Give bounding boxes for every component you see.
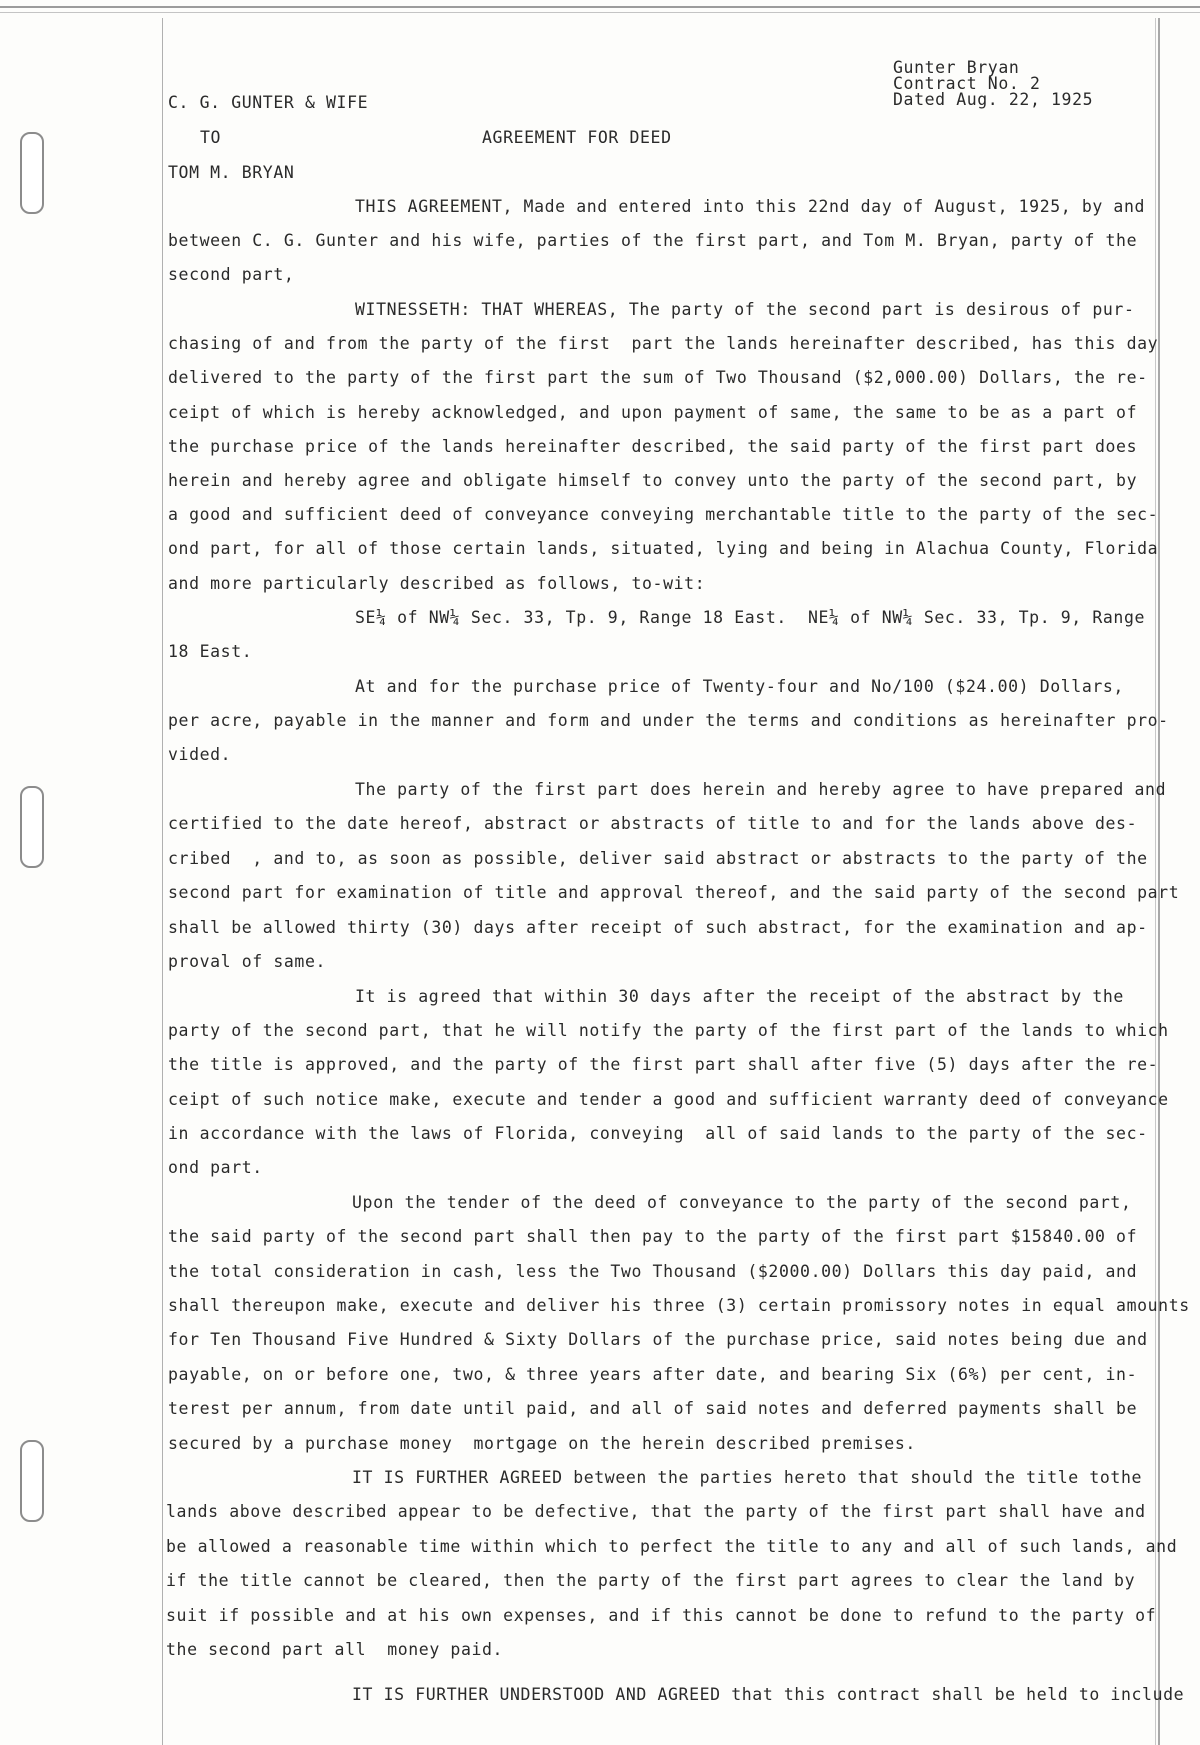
body-line: At and for the purchase price of Twenty-four and No/100 ($24.00) Dollars, — [355, 677, 1124, 696]
contract-header — [893, 60, 1093, 108]
body-line: the purchase price of the lands hereinafter described, the said party of the first part does — [168, 437, 1138, 456]
land-description: SE¼ of NW¼ Sec. 33, Tp. 9, Range 18 East. NE¼ of NW¼ Sec. 33, Tp. 9, Range — [355, 608, 1146, 627]
document-title: AGREEMENT FOR DEED — [482, 128, 672, 147]
binder-hole-bottom — [20, 1440, 44, 1522]
body-line: ond part. — [168, 1158, 263, 1177]
body-line: payable, on or before one, two, & three years after date, and bearing Six (6%) per cent, in- — [168, 1365, 1138, 1384]
body-line: proval of same. — [168, 952, 327, 971]
body-line: terest per annum, from date until paid, and all of said notes and deferred payments shall be — [168, 1399, 1138, 1418]
body-line: herein and hereby agree and obligate himself to convey unto the party of the second part, by — [168, 471, 1138, 490]
binder-hole-middle — [20, 786, 44, 868]
contract-date: Dated Aug. 22, 1925 — [893, 90, 1094, 109]
body-line: secured by a purchase money mortgage on the herein described premises. — [168, 1434, 916, 1453]
body-line: The party of the first part does herein and hereby agree to have prepared and — [355, 780, 1167, 799]
body-line: vided. — [168, 745, 232, 764]
body-line: shall be allowed thirty (30) days after receipt of such abstract, for the examination and ap- — [168, 918, 1148, 937]
grantee-name: TOM M. BRYAN — [168, 163, 295, 182]
body-line: 18 East. — [168, 642, 253, 661]
body-line: the said party of the second part shall then pay to the party of the first part $15840.00 of — [168, 1227, 1138, 1246]
body-line: IT IS FURTHER UNDERSTOOD AND AGREED that this contract shall be held to include — [352, 1685, 1185, 1704]
body-line: a good and sufficient deed of conveyance conveying merchantable title to the party of the sec- — [168, 505, 1159, 524]
body-line: It is agreed that within 30 days after the receipt of the abstract by the — [355, 987, 1124, 1006]
body-line: lands above described appear to be defective, that the party of the first part shall have and — [166, 1502, 1146, 1521]
body-line: in accordance with the laws of Florida, conveying all of said lands to the party of the sec- — [168, 1124, 1148, 1143]
body-line: ceipt of which is hereby acknowledged, and upon payment of same, the same to be as a part of — [168, 403, 1138, 422]
to-label: TO — [200, 128, 222, 147]
body-line: per acre, payable in the manner and form and under the terms and conditions as hereinafter pro- — [168, 711, 1169, 730]
body-line: if the title cannot be cleared, then the party of the first part agrees to clear the land by — [166, 1571, 1136, 1590]
body-line: certified to the date hereof, abstract or abstracts of title to and for the lands above des- — [168, 814, 1138, 833]
contract-label: Gunter Bryan — [893, 58, 1020, 77]
body-line: suit if possible and at his own expenses, and if this cannot be done to refund to the party of — [166, 1606, 1157, 1625]
body-line: ond part, for all of those certain lands, situated, lying and being in Alachua County, Florida — [168, 539, 1159, 558]
right-edge-line-inner — [1155, 18, 1156, 1745]
contract-number: Contract No. 2 — [893, 74, 1041, 93]
body-line: Upon the tender of the deed of conveyance to the party of the second part, — [352, 1193, 1132, 1212]
body-line: IT IS FURTHER AGREED between the parties hereto that should the title tothe — [352, 1468, 1143, 1487]
body-line: for Ten Thousand Five Hundred & Sixty Dollars of the purchase price, said notes being due and — [168, 1330, 1148, 1349]
grantor-name: C. G. GUNTER & WIFE — [168, 93, 369, 112]
body-line: and more particularly described as follows, to-wit: — [168, 574, 706, 593]
body-line: delivered to the party of the first part the sum of Two Thousand ($2,000.00) Dollars, the re- — [168, 368, 1148, 387]
top-border-inner — [0, 12, 1200, 13]
body-line: WITNESSETH: THAT WHEREAS, The party of the second part is desirous of pur- — [355, 300, 1135, 319]
body-line: cribed , and to, as soon as possible, deliver said abstract or abstracts to the party of the — [168, 849, 1148, 868]
body-line: chasing of and from the party of the first part the lands hereinafter described, has this day — [168, 334, 1159, 353]
body-line: THIS AGREEMENT, Made and entered into this 22nd day of August, 1925, by and — [355, 197, 1146, 216]
body-line: be allowed a reasonable time within which to perfect the title to any and all of such lands, and — [166, 1537, 1178, 1556]
body-line: between C. G. Gunter and his wife, parties of the first part, and Tom M. Bryan, party of the — [168, 231, 1138, 250]
body-line: the title is approved, and the party of the first part shall after five (5) days after the re- — [168, 1055, 1159, 1074]
body-line: party of the second part, that he will notify the party of the first part of the lands to which — [168, 1021, 1169, 1040]
body-line: shall thereupon make, execute and deliver his three (3) certain promissory notes in equal amounts — [168, 1296, 1190, 1315]
left-margin-line — [162, 18, 163, 1745]
right-edge-line — [1158, 18, 1160, 1745]
body-line: second part, — [168, 265, 295, 284]
binder-hole-top — [20, 132, 44, 214]
body-line: ceipt of such notice make, execute and tender a good and sufficient warranty deed of conveyance — [168, 1090, 1169, 1109]
top-border — [0, 6, 1200, 8]
body-line: second part for examination of title and approval thereof, and the said party of the second part — [168, 883, 1180, 902]
body-line: the total consideration in cash, less the Two Thousand ($2000.00) Dollars this day paid, and — [168, 1262, 1138, 1281]
body-line: the second part all money paid. — [166, 1640, 504, 1659]
